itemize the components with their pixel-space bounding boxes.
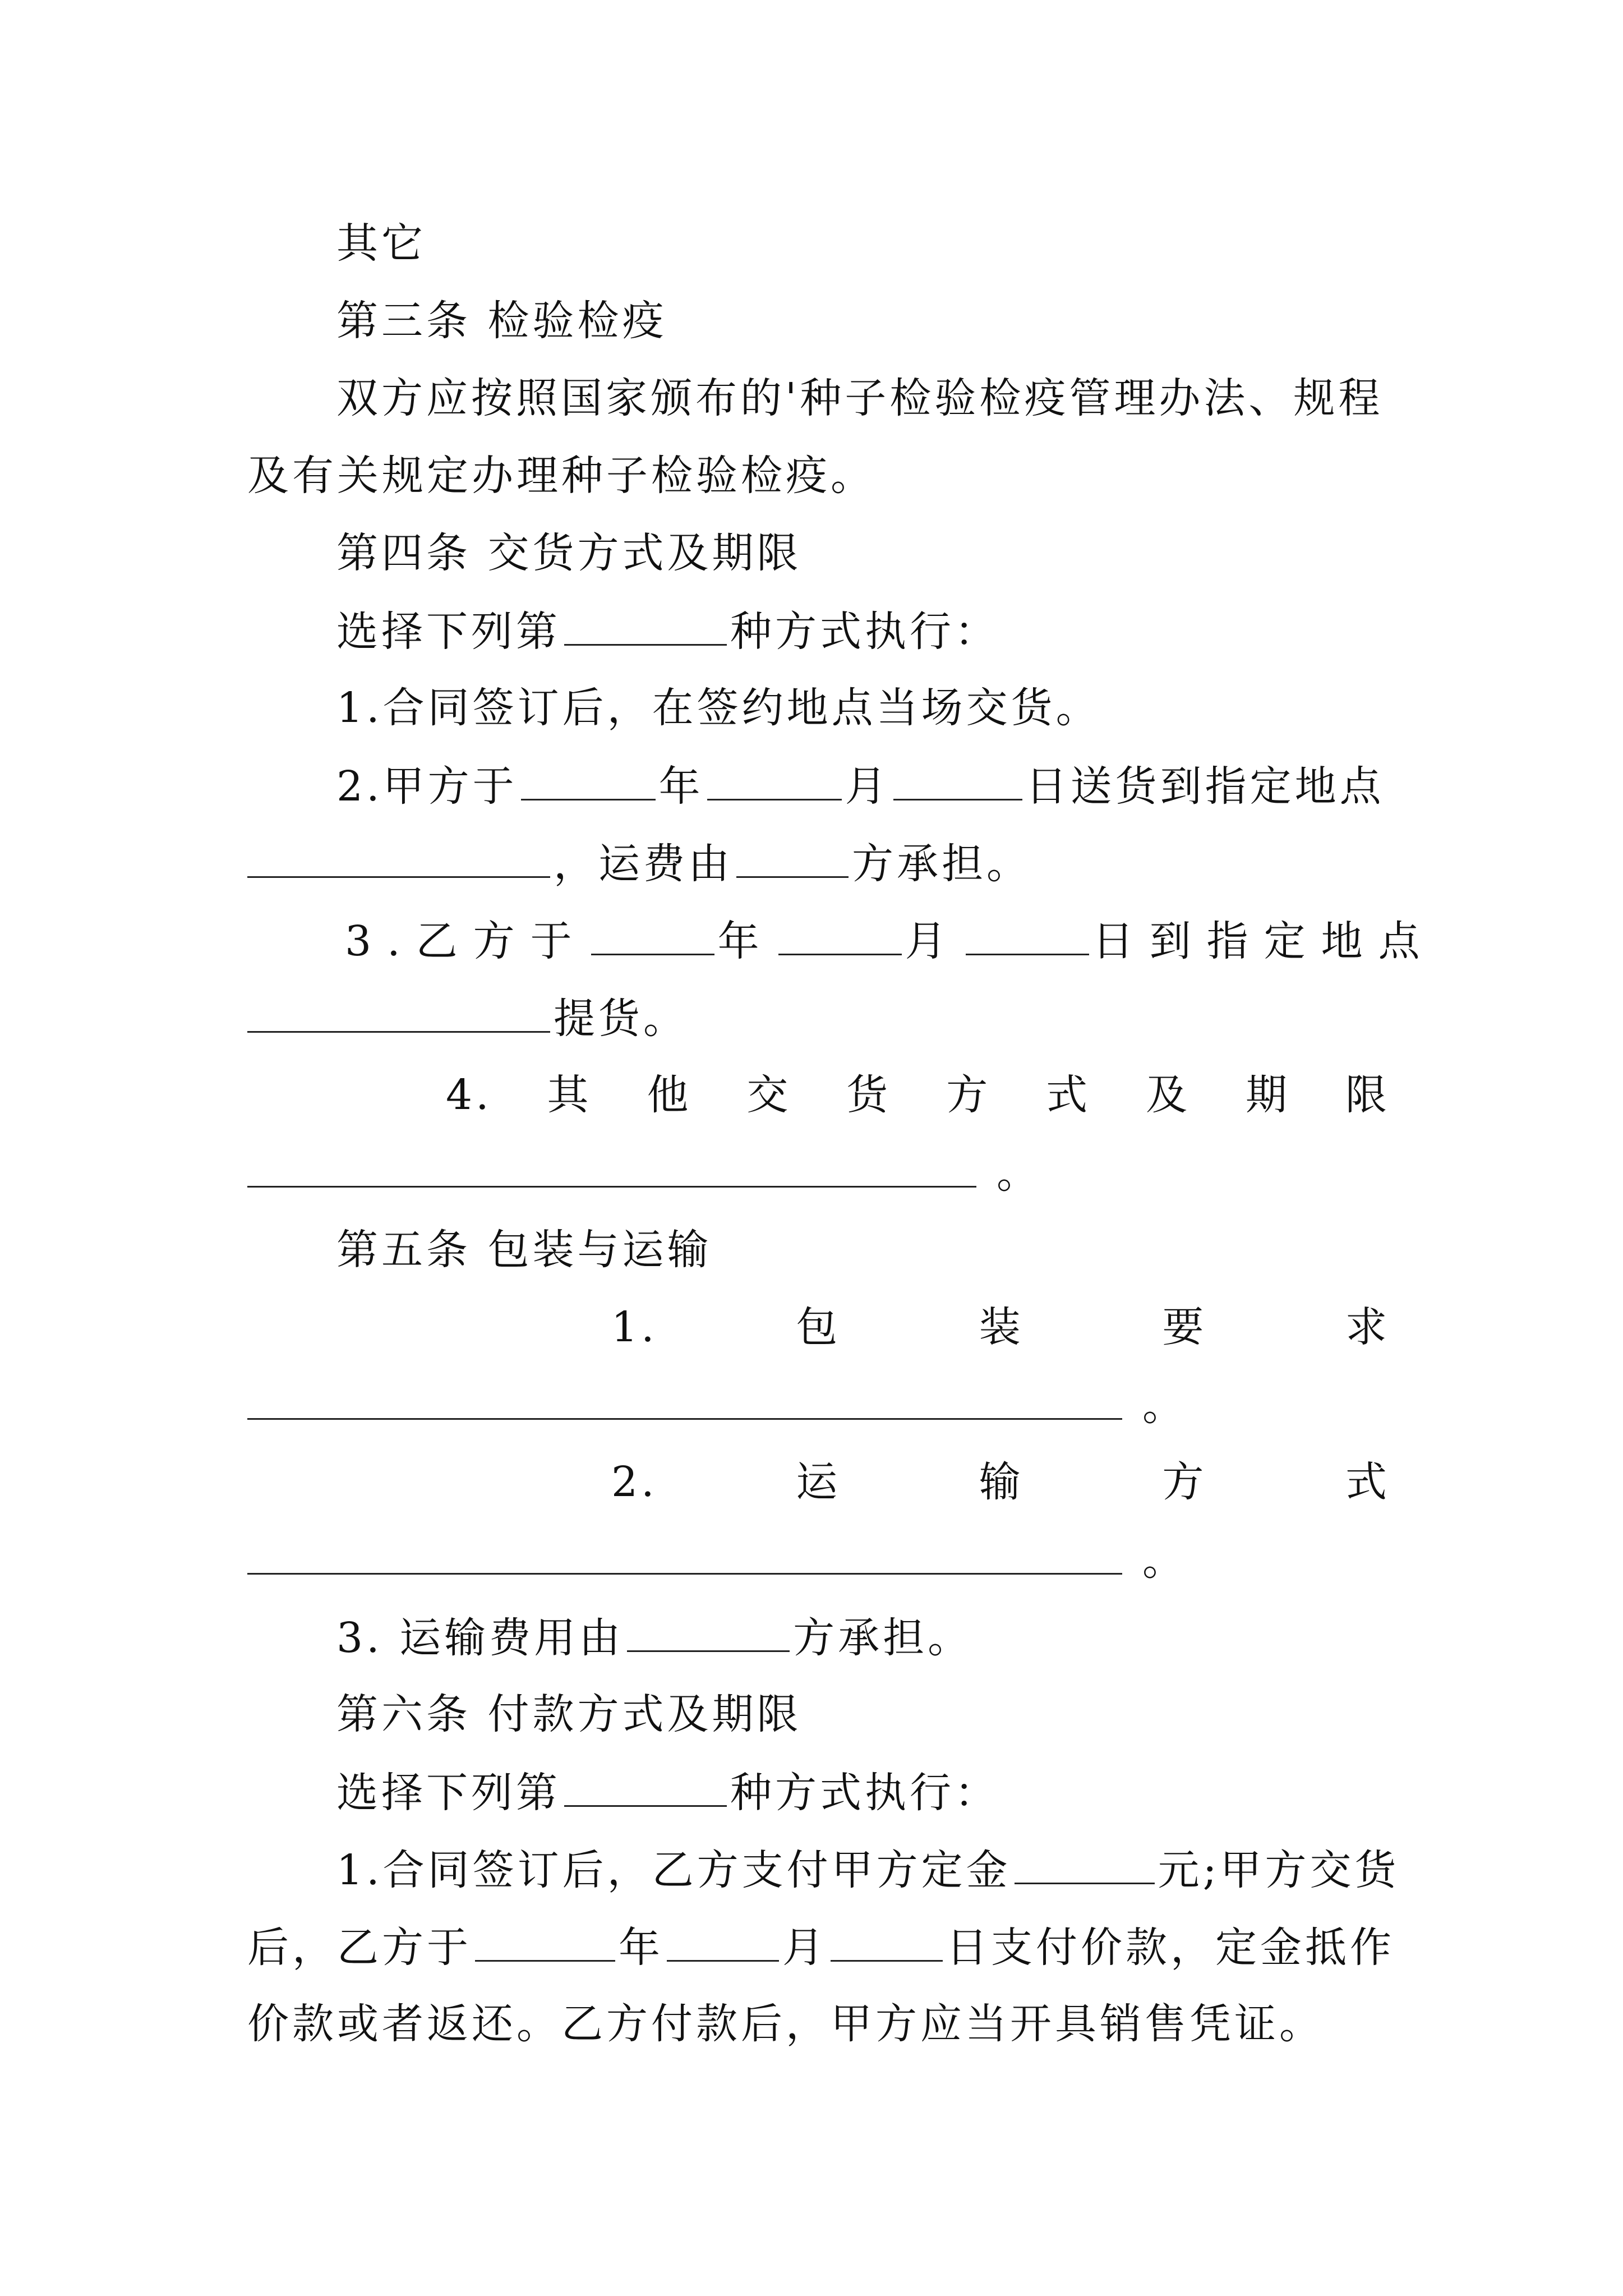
blank-field[interactable] [564,597,727,646]
justified-char: 求 [1345,1303,1390,1351]
paragraph-text: 月 [782,1924,827,1972]
paragraph-text: 后，乙方于 [247,1924,472,1972]
blank-field[interactable] [736,829,849,878]
heading-text: 第五条 包装与运输 [336,1226,712,1274]
paragraph-text: 价款或者返还。乙方付款后，甲方应当开具销售凭证。 [247,2000,1324,2048]
paragraph-text: 2.甲方于 [336,762,518,811]
paragraph-line [247,984,1390,1051]
justified-char: 方 [1162,1458,1207,1506]
article-5-heading [336,1216,1390,1283]
paragraph-text: ，运费由 [554,840,733,888]
heading-text: 第四条 交货方式及期限 [336,529,802,577]
blank-field[interactable] [707,752,842,800]
paragraph-text: 年 [658,762,704,811]
article-3-heading [336,287,1390,355]
paragraph-text: 3.乙方于 [345,917,588,965]
payment-option-1 [336,1835,1400,1903]
paragraph-text: 。 [1142,1382,1187,1430]
paragraph-text: 双方应按照国家颁布的'种子检验检疫管理办法、规程 [336,374,1384,422]
paragraph-text: 方承担。 [793,1614,973,1662]
justified-char: 包 [796,1303,841,1351]
paragraph-line [247,1913,1395,1980]
paragraph-line [247,1526,1390,1593]
justified-char: 式 [1345,1458,1390,1506]
justified-char: 交 [746,1071,792,1119]
paragraph-line [247,1371,1390,1438]
justified-char: 2. [611,1458,658,1506]
paragraph-line [247,829,1390,896]
paragraph-text: 元;甲方交货 [1158,1846,1400,1894]
article-6-heading [336,1681,1390,1748]
article-4-heading [336,519,1390,587]
blank-field[interactable] [627,1603,790,1652]
packaging-requirement [611,1294,1390,1361]
blank-field[interactable] [667,1913,779,1962]
blank-field[interactable] [521,752,656,800]
justified-char: 他 [647,1071,692,1119]
paragraph-line [336,674,1390,742]
paragraph-text: 日支付价款，定金抵作 [946,1924,1395,1972]
justified-char: 方 [946,1071,992,1119]
paragraph-text: 年 [717,917,775,965]
paragraph-text: 选择下列第 [336,1769,561,1817]
blank-field[interactable] [247,1139,976,1188]
paragraph-text: 日送货到指定地点 [1025,762,1385,811]
paragraph-text: 日到指定地点 [1092,917,1436,965]
heading-text: 第六条 付款方式及期限 [336,1690,802,1738]
paragraph-text: 月 [905,917,962,965]
paragraph-text: 。 [1142,1536,1187,1585]
blank-field[interactable] [591,907,714,955]
justified-char: 期 [1245,1071,1290,1119]
paragraph-text: 。 [997,1149,1041,1198]
justified-char: 货 [846,1071,892,1119]
paragraph-line [336,365,1390,432]
blank-field[interactable] [247,829,550,878]
paragraph-text: 种方式执行： [730,1769,999,1817]
blank-field[interactable] [778,907,902,955]
justified-char: 及 [1146,1071,1191,1119]
paragraph-text: 选择下列第 [336,608,561,656]
paragraph-line [247,1139,1390,1206]
justified-char: 装 [979,1303,1024,1351]
blank-field[interactable] [247,984,550,1033]
text-line [336,210,1390,277]
blank-field[interactable] [247,1371,1122,1420]
justified-char: 1. [611,1303,658,1351]
justified-char: 其 [547,1071,592,1119]
paragraph-text: 方承担。 [852,840,1031,888]
justified-char: 运 [796,1458,841,1506]
heading-text: 第三条 检验检疫 [336,297,667,345]
justified-char: 输 [979,1458,1024,1506]
option-select-line [336,1758,1390,1825]
blank-field[interactable] [564,1758,727,1807]
justified-char: 4. [446,1071,492,1119]
blank-field[interactable] [475,1913,615,1962]
transport-method [611,1448,1390,1516]
paragraph-text: 提货。 [554,995,688,1043]
paragraph-text: 月 [845,762,890,811]
paragraph-line [247,442,1390,509]
paragraph-text: 年 [619,1924,663,1972]
blank-field[interactable] [831,1913,943,1962]
paragraph-text: 3. 运输费用由 [336,1614,624,1662]
blank-field[interactable] [893,752,1022,800]
justified-char: 式 [1046,1071,1091,1119]
transport-cost-line [336,1603,1390,1671]
justified-char: 要 [1162,1303,1207,1351]
option-select-line [336,597,1390,664]
blank-field[interactable] [966,907,1089,955]
blank-field[interactable] [1015,1835,1155,1884]
section-label: 其它 [336,219,426,268]
paragraph-text: 1.合同签订后，在签约地点当场交货。 [336,684,1101,732]
paragraph-line [247,1990,1390,2058]
blank-field[interactable] [247,1526,1122,1575]
paragraph-text: 1.合同签订后，乙方支付甲方定金 [336,1846,1011,1894]
delivery-option-2 [336,752,1390,819]
delivery-option-4 [446,1061,1390,1129]
paragraph-text: 种方式执行： [730,608,999,656]
paragraph-text: 及有关规定办理种子检验检疫。 [247,452,875,500]
delivery-option-3 [345,907,1436,974]
justified-char: 限 [1345,1071,1390,1119]
